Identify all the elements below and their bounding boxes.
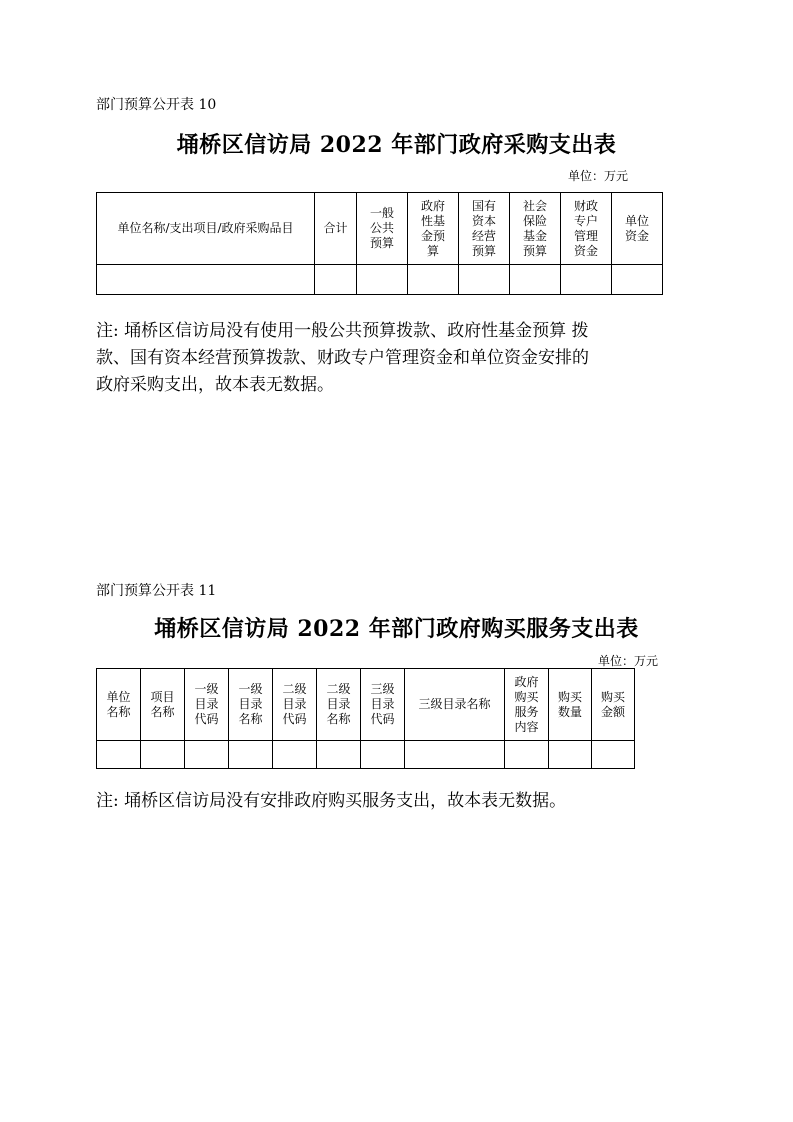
header-text: 专户 <box>573 213 598 228</box>
header-text: 保险 <box>522 213 547 228</box>
header-text: 社会 <box>522 198 547 213</box>
header-text: 名称 <box>150 704 175 719</box>
header-text: 二级 <box>282 682 307 696</box>
header-text: 一级 <box>194 682 219 696</box>
header-text: 目录 <box>370 697 395 711</box>
column-header <box>549 669 592 741</box>
header-text: 单位名称/支出项目/政府采购品目 <box>117 221 294 235</box>
table-label: 部门预算公开表 11 <box>96 583 217 599</box>
column-header <box>317 669 361 741</box>
header-text: 代码 <box>282 712 307 726</box>
header-text: 名称 <box>326 712 351 726</box>
header-text: 三级 <box>370 682 395 696</box>
table-label: 部门预算公开表 10 <box>96 97 217 113</box>
column-header <box>361 669 405 741</box>
procurement-table <box>96 192 663 295</box>
header-text: 二级 <box>326 682 351 696</box>
unit-label: 单位：万元 <box>598 654 659 668</box>
header-text: 基金 <box>522 228 547 243</box>
header-text: 目录 <box>238 697 263 711</box>
header-text: 服务 <box>514 704 539 719</box>
unit-label: 单位：万元 <box>568 169 629 183</box>
service-purchase-table <box>96 668 635 769</box>
header-text: 资金 <box>573 243 598 258</box>
header-text: 单位 <box>106 689 131 704</box>
header-text: 代码 <box>370 712 395 726</box>
column-header <box>592 669 635 741</box>
header-text: 代码 <box>194 712 219 726</box>
header-text: 财政 <box>573 198 598 213</box>
table-note <box>96 318 589 399</box>
column-header <box>357 193 408 265</box>
header-text: 管理 <box>573 228 598 243</box>
header-text: 购买 <box>600 689 625 704</box>
header-text: 政府 <box>514 674 539 689</box>
header-text: 经营 <box>471 228 496 243</box>
header-text: 国有 <box>471 198 496 213</box>
header-text: 公共 <box>369 221 394 235</box>
header-text: 预算 <box>369 236 394 250</box>
column-header <box>185 669 229 741</box>
header-text: 预算 <box>522 243 547 258</box>
table-header-row <box>97 669 635 741</box>
column-header <box>405 669 505 741</box>
header-text: 算 <box>426 243 439 258</box>
column-header <box>459 193 510 265</box>
header-text: 目录 <box>326 697 351 711</box>
column-header <box>612 193 663 265</box>
page-title: 埇桥区信访局 2022 年部门政府采购支出表 <box>176 132 617 158</box>
column-header <box>315 193 357 265</box>
column-header <box>97 193 315 265</box>
note-line: 注: 埇桥区信访局没有安排政府购买服务支出，故本表无数据。 <box>96 791 567 811</box>
header-text: 金预 <box>420 228 445 243</box>
header-text: 预算 <box>471 243 496 258</box>
table-header-row <box>97 193 663 265</box>
header-text: 政府 <box>420 198 445 213</box>
header-text: 项目 <box>150 689 175 704</box>
column-header <box>510 193 561 265</box>
header-text: 金额 <box>600 704 625 719</box>
column-header <box>141 669 185 741</box>
header-text: 合计 <box>323 221 348 235</box>
header-text: 目录 <box>282 697 307 711</box>
note-line: 款、国有资本经营预算拨款、财政专户管理资金和单位资金安排的 <box>96 348 589 368</box>
header-text: 资金 <box>624 228 649 243</box>
column-header <box>561 193 612 265</box>
column-header <box>273 669 317 741</box>
column-header <box>408 193 459 265</box>
column-header <box>505 669 549 741</box>
table-row <box>97 741 635 769</box>
column-header <box>229 669 273 741</box>
column-header <box>97 669 141 741</box>
header-text: 资本 <box>471 213 496 228</box>
header-text: 目录 <box>194 697 219 711</box>
header-text: 内容 <box>514 719 539 734</box>
header-text: 三级目录名称 <box>418 697 491 711</box>
note-line: 注: 埇桥区信访局没有使用一般公共预算拨款、政府性基金预算 拨 <box>96 321 589 341</box>
table-row <box>97 265 663 295</box>
header-text: 单位 <box>624 213 649 228</box>
header-text: 名称 <box>106 704 131 719</box>
header-text: 购买 <box>557 689 582 704</box>
header-text: 数量 <box>557 704 582 719</box>
header-text: 性基 <box>420 213 445 228</box>
page-title: 埇桥区信访局 2022 年部门政府购买服务支出表 <box>154 616 639 642</box>
header-text: 名称 <box>238 712 263 726</box>
header-text: 一般 <box>369 206 394 220</box>
table-note <box>96 788 566 815</box>
note-line: 政府采购支出，故本表无数据。 <box>96 375 334 395</box>
header-text: 一级 <box>238 682 263 696</box>
header-text: 购买 <box>514 689 539 704</box>
